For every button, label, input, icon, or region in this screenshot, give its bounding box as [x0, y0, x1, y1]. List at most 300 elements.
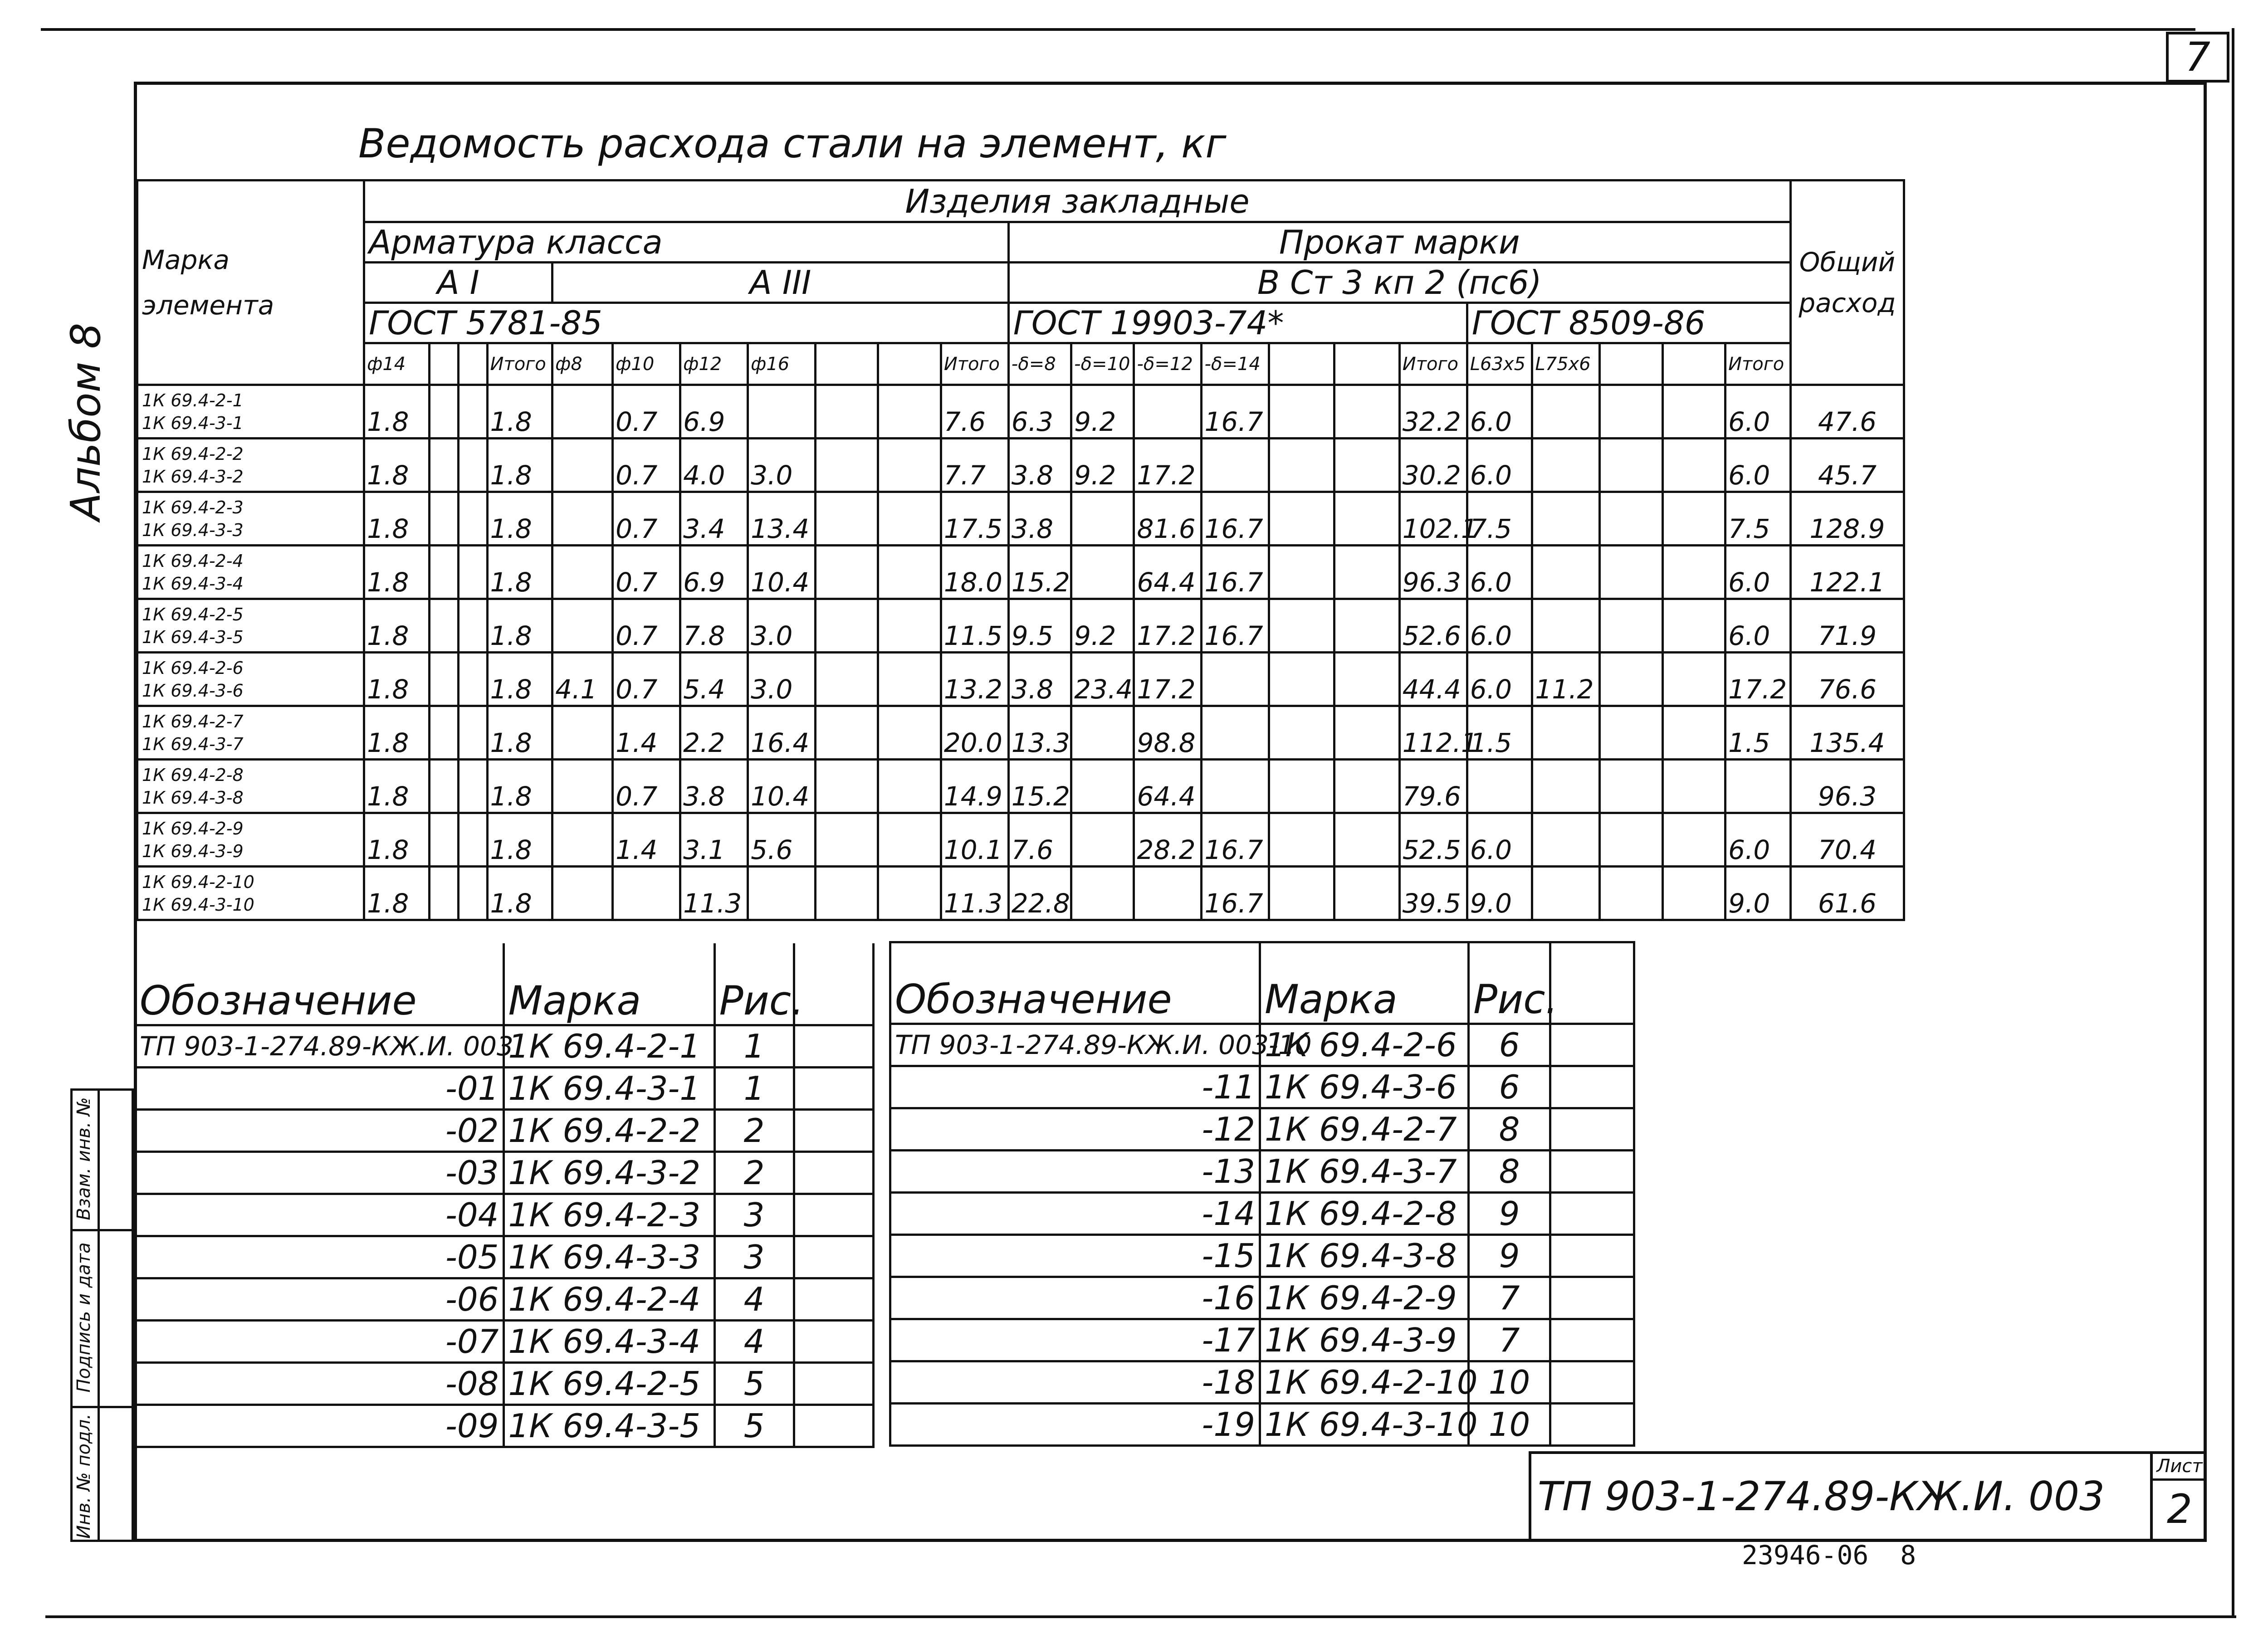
value-cell: 79.6: [1399, 760, 1467, 813]
value-cell: 6.0: [1467, 385, 1532, 439]
total-value: 71.9: [1790, 599, 1904, 653]
spec-left-blank-header: [794, 943, 873, 1025]
subheader-cell: -δ=14: [1202, 343, 1269, 385]
spec-designation-cell: -09: [136, 1405, 503, 1447]
value-cell: [1662, 439, 1725, 492]
element-mark: 1К 69.4-2-2: [142, 444, 244, 464]
value-cell: 3.0: [748, 599, 816, 653]
value-cell: 81.6: [1134, 492, 1202, 546]
value-cell: [1600, 867, 1662, 920]
element-mark-cell: [137, 760, 364, 813]
value-cell: 17.2: [1134, 653, 1202, 706]
spec-fig-cell: 10: [1469, 1361, 1550, 1404]
spec-mark-cell: 1К 69.4-2-5: [503, 1362, 714, 1405]
element-mark-cell: [137, 653, 364, 706]
value-cell: 7.6: [941, 385, 1008, 439]
value-cell: 11.2: [1532, 653, 1600, 706]
spec-table-right: [889, 941, 1635, 1447]
value-cell: [458, 867, 487, 920]
stamp-signature-label: Подпись и дата: [73, 1242, 94, 1393]
value-cell: [458, 813, 487, 867]
value-cell: [458, 546, 487, 599]
value-cell: [458, 706, 487, 760]
subheader-cell: ф10: [613, 343, 680, 385]
spec-row: [890, 1361, 1634, 1404]
value-cell: [458, 439, 487, 492]
spec-fig-cell: 5: [714, 1405, 794, 1447]
value-cell: 0.7: [613, 546, 680, 599]
table-row: [137, 385, 1904, 439]
value-cell: [429, 599, 458, 653]
spec-designation-cell: -02: [136, 1109, 503, 1151]
value-cell: [552, 385, 613, 439]
spec-designation-cell: -01: [136, 1067, 503, 1109]
value-cell: [458, 653, 487, 706]
spec-right-designation-header: Обозначение: [890, 942, 1260, 1024]
value-cell: [1532, 867, 1600, 920]
element-mark-cell: [137, 813, 364, 867]
value-cell: 28.2: [1134, 813, 1202, 867]
spec-mark-cell: 1К 69.4-3-4: [503, 1320, 714, 1362]
element-mark-cell: [137, 867, 364, 920]
value-cell: [1134, 385, 1202, 439]
value-cell: [552, 760, 613, 813]
element-mark: 1К 69.4-3-7: [142, 734, 244, 754]
value-cell: 0.7: [613, 760, 680, 813]
sheet-label: Лист: [2156, 1456, 2203, 1477]
spec-mark-cell: 1К 69.4-2-1: [503, 1025, 714, 1067]
value-cell: [1662, 546, 1725, 599]
stamp-replacement-label: Взам. инв. №: [73, 1097, 94, 1220]
spec-mark-cell: 1К 69.4-2-6: [1260, 1024, 1469, 1066]
spec-fig-cell: 9: [1469, 1193, 1550, 1235]
spec-mark-cell: 1К 69.4-2-2: [503, 1109, 714, 1151]
subheader-cell: Итого: [941, 343, 1008, 385]
value-cell: [429, 385, 458, 439]
value-cell: [1334, 439, 1400, 492]
value-cell: [1202, 760, 1269, 813]
value-cell: [1532, 546, 1600, 599]
subheader-cell: [1269, 343, 1334, 385]
spec-row: [136, 1109, 873, 1151]
value-cell: [1334, 599, 1400, 653]
value-cell: 1.8: [487, 706, 552, 760]
table-title: Ведомость расхода стали на элемент, кг: [358, 120, 1227, 167]
value-cell: 7.8: [680, 599, 748, 653]
value-cell: 96.3: [1399, 546, 1467, 599]
value-cell: [816, 867, 878, 920]
page-number: 7: [2185, 34, 2210, 80]
element-mark: 1К 69.4-2-5: [142, 604, 244, 624]
value-cell: 1.8: [487, 813, 552, 867]
subheader-cell: [1662, 343, 1725, 385]
value-cell: 30.2: [1399, 439, 1467, 492]
gost-plate-header: ГОСТ 19903-74*: [1008, 303, 1467, 343]
spec-blank-cell: [794, 1362, 873, 1405]
spec-row: [136, 1320, 873, 1362]
value-cell: 16.7: [1202, 867, 1269, 920]
value-cell: 4.1: [552, 653, 613, 706]
value-cell: [1600, 385, 1662, 439]
value-cell: [816, 546, 878, 599]
value-cell: 5.4: [680, 653, 748, 706]
value-cell: [1269, 385, 1334, 439]
value-cell: 32.2: [1399, 385, 1467, 439]
spec-row: [890, 1319, 1634, 1361]
value-cell: [1071, 546, 1134, 599]
spec-designation-cell: -12: [890, 1108, 1260, 1151]
spec-blank-cell: [794, 1236, 873, 1278]
value-cell: 3.4: [680, 492, 748, 546]
subheader-cell: Итого: [487, 343, 552, 385]
value-cell: 3.8: [1008, 439, 1071, 492]
spec-fig-cell: 3: [714, 1236, 794, 1278]
value-cell: 6.0: [1467, 653, 1532, 706]
value-cell: [878, 760, 941, 813]
element-mark: 1К 69.4-3-4: [142, 573, 244, 594]
value-cell: [429, 813, 458, 867]
side-stamp-sep-1: [70, 1229, 134, 1231]
value-cell: 14.9: [941, 760, 1008, 813]
table-row: [137, 706, 1904, 760]
gost-angle-header: ГОСТ 8509-86: [1467, 303, 1790, 343]
value-cell: 23.4: [1071, 653, 1134, 706]
value-cell: 1.8: [487, 546, 552, 599]
spec-blank-cell: [1550, 1404, 1634, 1446]
spec-mark-cell: 1К 69.4-3-2: [503, 1151, 714, 1194]
value-cell: [1202, 706, 1269, 760]
spec-blank-cell: [1550, 1066, 1634, 1108]
stamp-inventory-label: Инв. № подл.: [73, 1414, 94, 1539]
value-cell: [878, 546, 941, 599]
spec-row: [890, 1108, 1634, 1151]
subheader-cell: ф14: [364, 343, 430, 385]
value-cell: [816, 492, 878, 546]
subheader-cell: L63х5: [1467, 343, 1532, 385]
rolled-grade-header: Прокат марки: [1008, 222, 1790, 263]
spec-designation-cell: -15: [890, 1235, 1260, 1277]
spec-mark-cell: 1К 69.4-2-10: [1260, 1361, 1469, 1404]
subheader-cell: [878, 343, 941, 385]
value-cell: 6.0: [1725, 599, 1791, 653]
spec-blank-cell: [1550, 1193, 1634, 1235]
spec-blank-cell: [1550, 1319, 1634, 1361]
spec-row: [890, 1193, 1634, 1235]
value-cell: 6.0: [1467, 813, 1532, 867]
value-cell: [1532, 492, 1600, 546]
total-header: [1790, 180, 1904, 385]
value-cell: [1532, 813, 1600, 867]
value-cell: 13.2: [941, 653, 1008, 706]
value-cell: [1269, 492, 1334, 546]
value-cell: [1071, 760, 1134, 813]
value-cell: 6.0: [1725, 546, 1791, 599]
spec-fig-cell: 9: [1469, 1235, 1550, 1277]
value-cell: [878, 653, 941, 706]
table-row: [137, 813, 1904, 867]
spec-fig-cell: 2: [714, 1151, 794, 1194]
spec-fig-cell: 10: [1469, 1404, 1550, 1446]
right-rule: [2232, 28, 2234, 1615]
spec-blank-cell: [794, 1278, 873, 1320]
value-cell: 0.7: [613, 492, 680, 546]
value-cell: [1334, 492, 1400, 546]
subheader-cell: ф8: [552, 343, 613, 385]
value-cell: [1269, 813, 1334, 867]
col-mark-header-line2: элемента: [142, 290, 274, 321]
element-mark: 1К 69.4-3-5: [142, 627, 244, 647]
value-cell: 98.8: [1134, 706, 1202, 760]
value-cell: [429, 760, 458, 813]
value-cell: 112.1: [1399, 706, 1467, 760]
value-cell: [1600, 706, 1662, 760]
value-cell: 1.4: [613, 706, 680, 760]
value-cell: 52.5: [1399, 813, 1467, 867]
spec-blank-cell: [794, 1320, 873, 1362]
value-cell: [816, 439, 878, 492]
rebar-class-header: Арматура класса: [364, 222, 1009, 263]
spec-designation-cell: -17: [890, 1319, 1260, 1361]
value-cell: 10.1: [941, 813, 1008, 867]
value-cell: 6.0: [1467, 546, 1532, 599]
value-cell: 6.0: [1725, 385, 1791, 439]
spec-fig-cell: 2: [714, 1109, 794, 1151]
value-cell: [878, 385, 941, 439]
value-cell: [1532, 439, 1600, 492]
value-cell: [816, 813, 878, 867]
value-cell: [458, 385, 487, 439]
spec-blank-cell: [794, 1194, 873, 1236]
total-value: 61.6: [1790, 867, 1904, 920]
value-cell: 6.0: [1725, 813, 1791, 867]
spec-designation-cell: -05: [136, 1236, 503, 1278]
value-cell: [1334, 760, 1400, 813]
table-row: [137, 492, 1904, 546]
value-cell: [552, 546, 613, 599]
spec-fig-cell: 8: [1469, 1151, 1550, 1193]
steel-grade-header: В Ст 3 кп 2 (пс6): [1008, 263, 1790, 303]
spec-designation-cell: ТП 903-1-274.89-КЖ.И. 003: [136, 1025, 503, 1067]
value-cell: 1.8: [487, 492, 552, 546]
value-cell: [1532, 385, 1600, 439]
element-mark: 1К 69.4-2-6: [142, 658, 244, 678]
value-cell: [1334, 546, 1400, 599]
spec-blank-cell: [1550, 1108, 1634, 1151]
value-cell: [1334, 706, 1400, 760]
subheader-cell: ф16: [748, 343, 816, 385]
value-cell: [458, 760, 487, 813]
value-cell: 0.7: [613, 439, 680, 492]
subheader-cell: Итого: [1725, 343, 1791, 385]
value-cell: 18.0: [941, 546, 1008, 599]
element-mark: 1К 69.4-2-3: [142, 497, 244, 517]
element-mark: 1К 69.4-2-4: [142, 551, 244, 571]
spec-mark-cell: 1К 69.4-3-8: [1260, 1235, 1469, 1277]
spec-mark-cell: 1К 69.4-3-3: [503, 1236, 714, 1278]
element-mark: 1К 69.4-2-1: [142, 390, 244, 410]
subheader-cell: [816, 343, 878, 385]
subheader-cell: [1600, 343, 1662, 385]
value-cell: 15.2: [1008, 546, 1071, 599]
value-cell: [878, 813, 941, 867]
spec-blank-cell: [794, 1109, 873, 1151]
spec-row: [890, 1404, 1634, 1446]
value-cell: [1269, 706, 1334, 760]
value-cell: 6.0: [1467, 599, 1532, 653]
value-cell: [748, 385, 816, 439]
value-cell: [816, 385, 878, 439]
value-cell: 1.8: [364, 439, 430, 492]
spec-right-blank-header: [1550, 942, 1634, 1024]
value-cell: 22.8: [1008, 867, 1071, 920]
album-label: Альбом 8: [62, 322, 110, 521]
value-cell: [878, 599, 941, 653]
table-row: [137, 439, 1904, 492]
value-cell: 16.7: [1202, 492, 1269, 546]
value-cell: [429, 439, 458, 492]
value-cell: 1.8: [487, 653, 552, 706]
value-cell: [1662, 760, 1725, 813]
element-mark: 1К 69.4-3-10: [142, 894, 254, 915]
value-cell: 16.7: [1202, 546, 1269, 599]
spec-designation-cell: ТП 903-1-274.89-КЖ.И. 003-10: [890, 1024, 1260, 1066]
a1-header: А I: [364, 263, 552, 303]
spec-row: [136, 1067, 873, 1109]
value-cell: 9.0: [1725, 867, 1791, 920]
element-mark: 1К 69.4-3-1: [142, 413, 244, 433]
value-cell: 2.2: [680, 706, 748, 760]
value-cell: 1.8: [364, 760, 430, 813]
total-value: 122.1: [1790, 546, 1904, 599]
spec-row: [136, 1405, 873, 1447]
footer-number: 23946-06 8: [1742, 1540, 1916, 1571]
spec-left-designation-header: Обозначение: [136, 943, 503, 1025]
value-cell: [1662, 599, 1725, 653]
value-cell: 52.6: [1399, 599, 1467, 653]
spec-fig-cell: 8: [1469, 1108, 1550, 1151]
subheader-cell: -δ=10: [1071, 343, 1134, 385]
spec-row: [136, 1194, 873, 1236]
value-cell: [1600, 492, 1662, 546]
value-cell: 17.2: [1134, 599, 1202, 653]
value-cell: 7.7: [941, 439, 1008, 492]
spec-mark-cell: 1К 69.4-3-10: [1260, 1404, 1469, 1446]
value-cell: 1.8: [487, 867, 552, 920]
element-mark: 1К 69.4-3-9: [142, 841, 244, 861]
subheader-cell: -δ=12: [1134, 343, 1202, 385]
value-cell: 11.3: [941, 867, 1008, 920]
col-mark-header-line1: Марка: [142, 244, 230, 275]
spec-blank-cell: [1550, 1361, 1634, 1404]
value-cell: 6.3: [1008, 385, 1071, 439]
value-cell: [1600, 760, 1662, 813]
table-row: [137, 867, 1904, 920]
value-cell: 1.5: [1467, 706, 1532, 760]
value-cell: [878, 706, 941, 760]
value-cell: [1334, 813, 1400, 867]
spec-row: [136, 1025, 873, 1067]
value-cell: [878, 492, 941, 546]
value-cell: [1071, 492, 1134, 546]
value-cell: 10.4: [748, 546, 816, 599]
value-cell: 16.4: [748, 706, 816, 760]
value-cell: [552, 813, 613, 867]
value-cell: 6.0: [1725, 439, 1791, 492]
spec-fig-cell: 7: [1469, 1277, 1550, 1319]
subheader-cell: ф12: [680, 343, 748, 385]
element-mark: 1К 69.4-2-10: [142, 872, 254, 892]
total-value: 47.6: [1790, 385, 1904, 439]
value-cell: 16.7: [1202, 813, 1269, 867]
value-cell: [1600, 653, 1662, 706]
spec-designation-cell: -04: [136, 1194, 503, 1236]
subheader-cell: [429, 343, 458, 385]
spec-right-mark-header: Марка: [1260, 942, 1469, 1024]
value-cell: 7.5: [1467, 492, 1532, 546]
value-cell: [1662, 706, 1725, 760]
spec-fig-cell: 6: [1469, 1066, 1550, 1108]
value-cell: 1.8: [487, 439, 552, 492]
total-value: 76.6: [1790, 653, 1904, 706]
value-cell: [1600, 813, 1662, 867]
subheader-cell: -δ=8: [1008, 343, 1071, 385]
element-mark-cell: [137, 546, 364, 599]
value-cell: [458, 492, 487, 546]
value-cell: [1334, 867, 1400, 920]
value-cell: [552, 492, 613, 546]
spec-mark-cell: 1К 69.4-2-8: [1260, 1193, 1469, 1235]
spec-blank-cell: [794, 1067, 873, 1109]
value-cell: 4.0: [680, 439, 748, 492]
value-cell: [1532, 706, 1600, 760]
embedded-header: Изделия закладные: [364, 180, 1791, 222]
table-row: [137, 599, 1904, 653]
value-cell: 20.0: [941, 706, 1008, 760]
value-cell: 9.2: [1071, 385, 1134, 439]
value-cell: [1467, 760, 1532, 813]
total-header-line2: расход: [1799, 288, 1896, 318]
value-cell: [1269, 867, 1334, 920]
spec-fig-cell: 7: [1469, 1319, 1550, 1361]
value-cell: [429, 546, 458, 599]
spec-mark-cell: 1К 69.4-3-9: [1260, 1319, 1469, 1361]
spec-mark-cell: 1К 69.4-3-6: [1260, 1066, 1469, 1108]
title-block-sheet-sep: [2150, 1478, 2207, 1481]
value-cell: [748, 867, 816, 920]
value-cell: 10.4: [748, 760, 816, 813]
value-cell: 39.5: [1399, 867, 1467, 920]
element-mark: 1К 69.4-2-7: [142, 711, 244, 732]
value-cell: 7.5: [1725, 492, 1791, 546]
element-mark: 1К 69.4-3-8: [142, 787, 244, 808]
value-cell: [1725, 760, 1791, 813]
a3-header: А III: [552, 263, 1009, 303]
value-cell: 17.2: [1134, 439, 1202, 492]
subheader-cell: L75х6: [1532, 343, 1600, 385]
value-cell: [1662, 653, 1725, 706]
spec-fig-cell: 4: [714, 1278, 794, 1320]
value-cell: [429, 492, 458, 546]
value-cell: 1.8: [487, 760, 552, 813]
element-mark-cell: [137, 439, 364, 492]
value-cell: [878, 867, 941, 920]
table-row: [137, 760, 1904, 813]
value-cell: 3.0: [748, 653, 816, 706]
value-cell: 1.8: [364, 706, 430, 760]
value-cell: 0.7: [613, 653, 680, 706]
value-cell: 102.1: [1399, 492, 1467, 546]
value-cell: 3.0: [748, 439, 816, 492]
